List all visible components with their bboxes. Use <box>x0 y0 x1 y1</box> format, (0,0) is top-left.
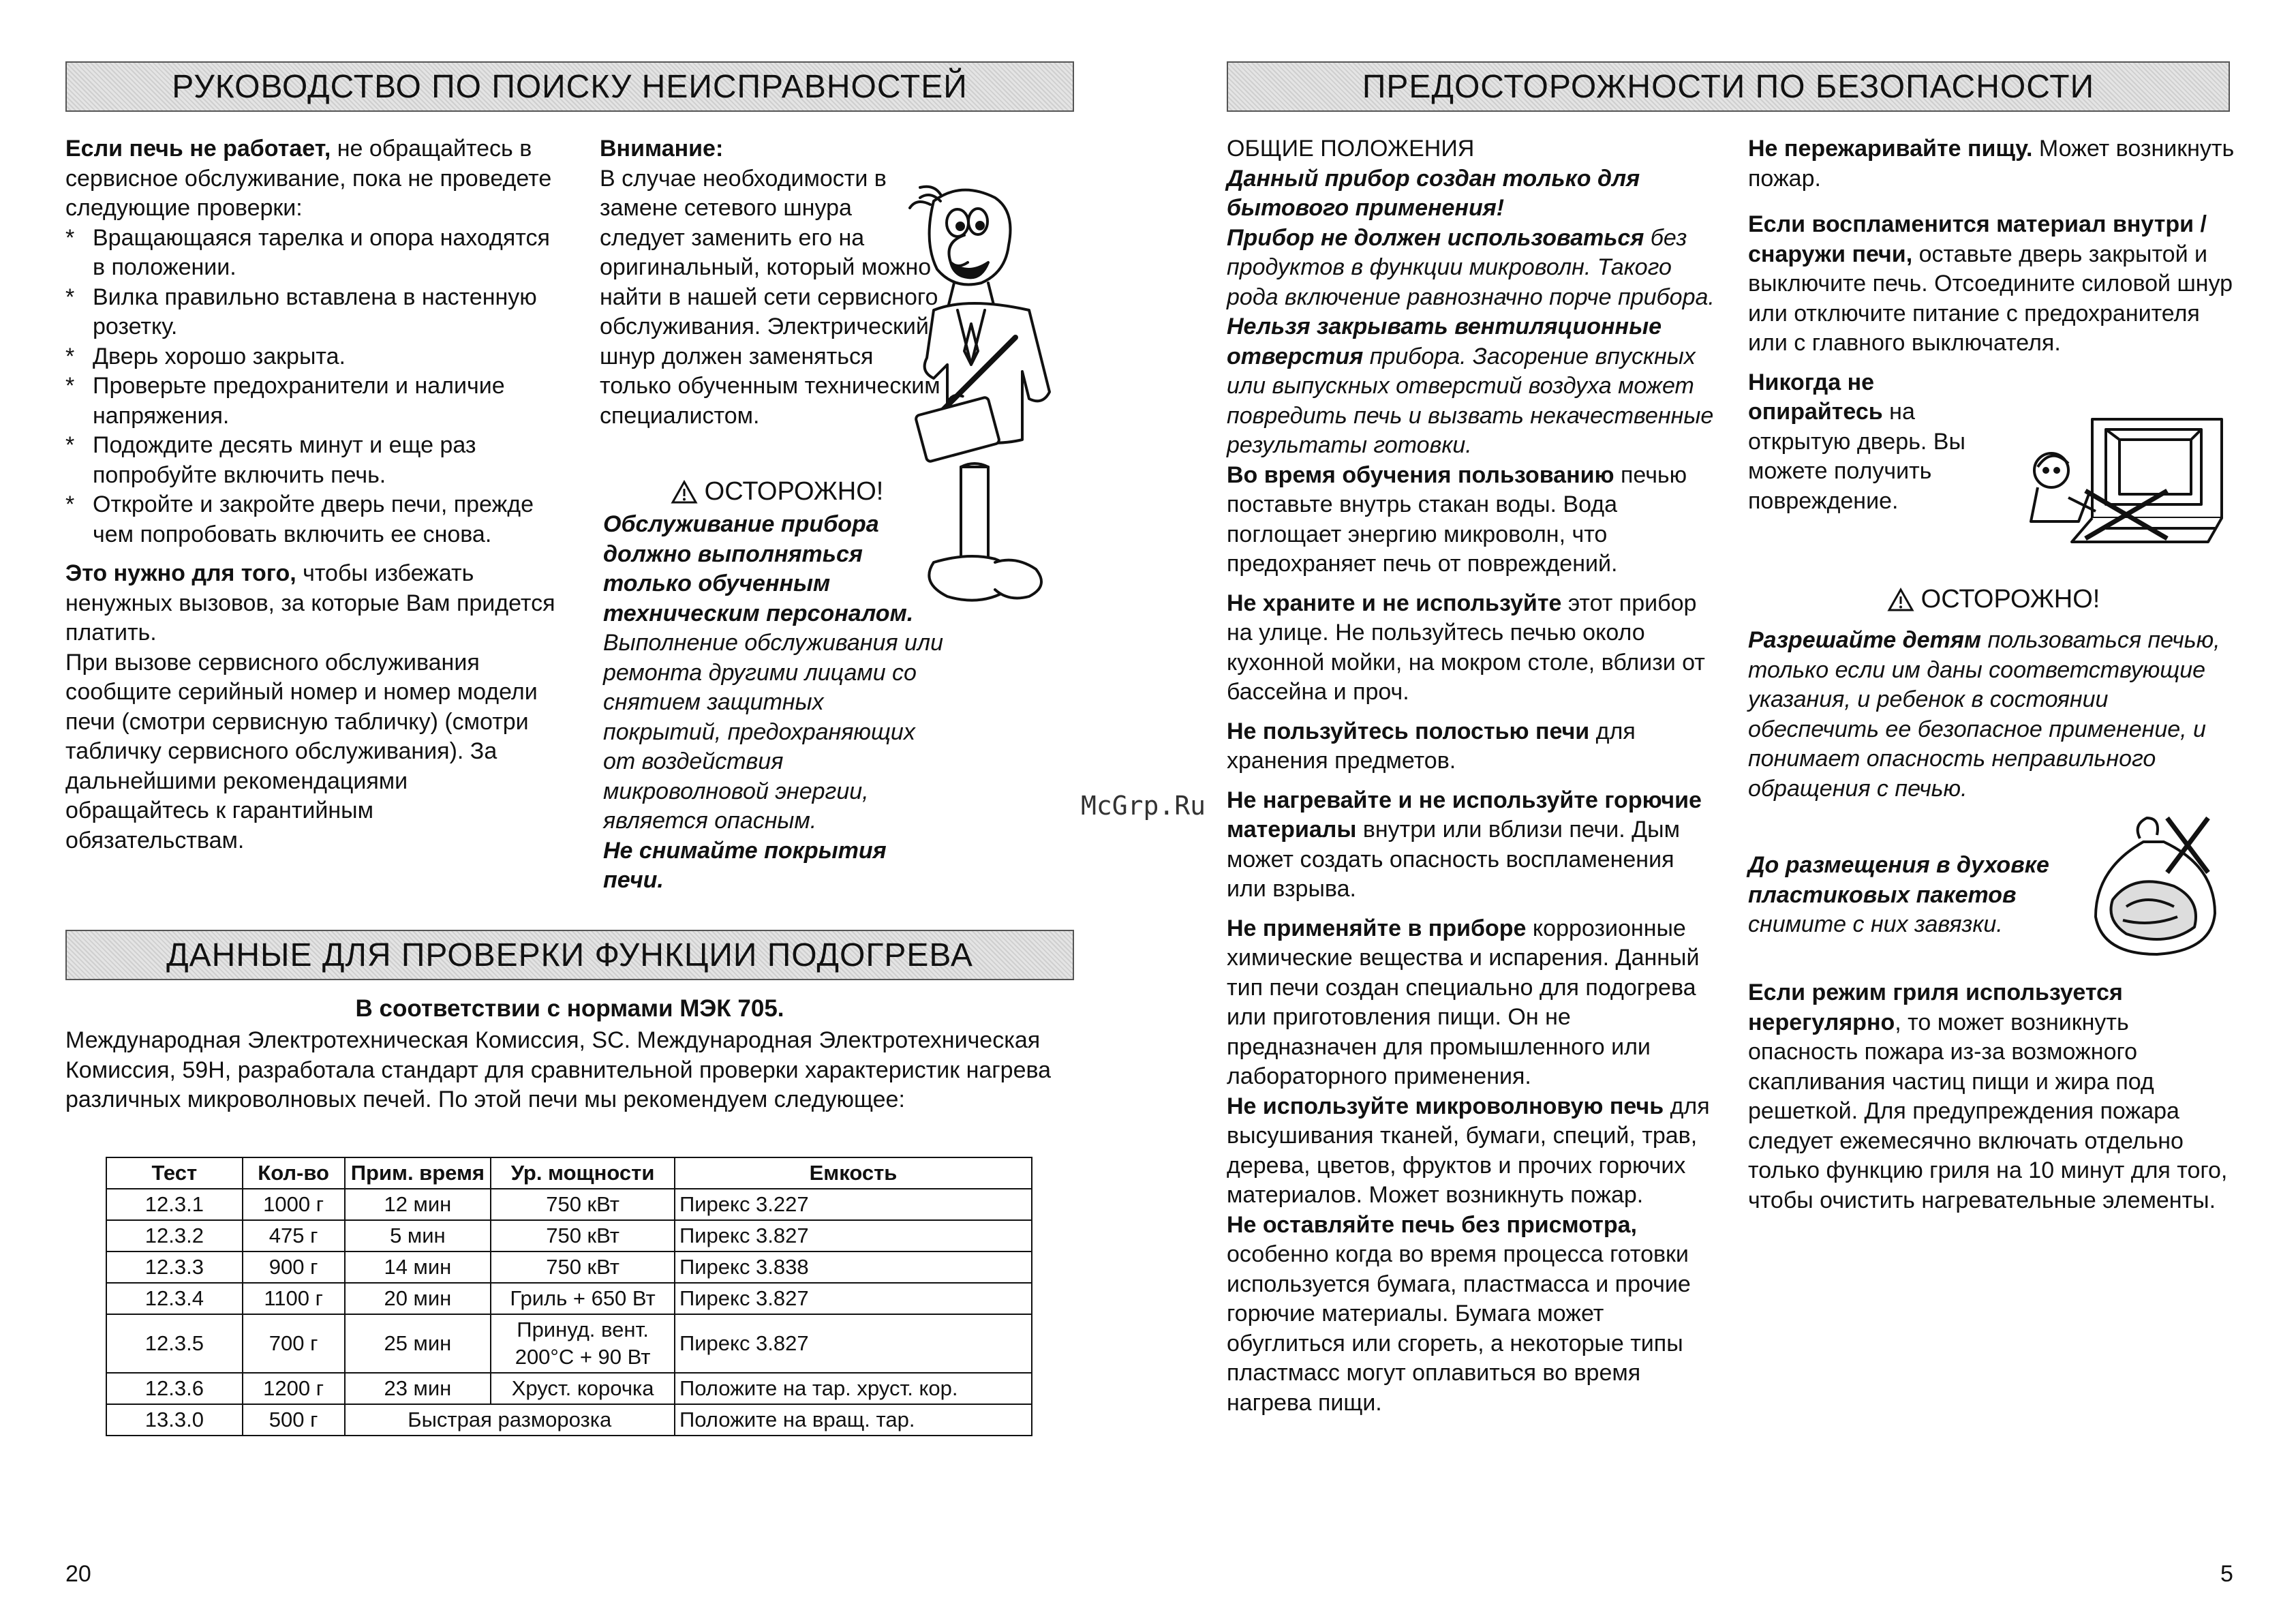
table-row: 12.3.4 1100 г 20 мин Гриль + 650 Вт Пирекс 3.827 <box>106 1283 1032 1314</box>
plastic-bag-paragraph: До размещения в духовке пластиковых пакетов снимите с них завязки. <box>1748 852 2049 937</box>
safety-p8: Не применяйте в приборе коррозионные химические вещества и испарения. Данный тип печи создан специально для подогрева или приготовления пищи. Он не предназначен для промышленного или лабораторного применения. <box>1227 915 1700 1089</box>
table-header: Ур. мощности <box>491 1157 675 1189</box>
children-paragraph: Разрешайте детям пользоваться печью, только если им даны соответствующие указания, и ребенок в состоянии обеспечить ее безопасное применение, и понимает опасность неправильного обращения с печью. <box>1748 627 2220 802</box>
right-caution-label: ОСТОРОЖНО! <box>1920 585 2100 613</box>
intro-text: не обращайтесь в сервисное обслуживание, пока не проведете следующие проверки: <box>65 136 552 221</box>
attention-text: В случае необходимости в замене сетевого шнура следует заменить его на оригинальный, который можно найти в нашей сети сервисного обслуживания. Электрический шнур должен заменяться только обученным техническим специалистом. <box>600 165 940 429</box>
safety-p10: Не оставляйте печь без присмотра, особенно когда во время процесса готовки используется бумага, пластмасса и прочие горючие материалы. Бумага может обуглиться или сгореть, а некоторые типы пластмасс могут оплавиться во время нагрева пищи. <box>1227 1211 1691 1416</box>
table-header: Кол-во <box>243 1157 345 1189</box>
oven-door-illustration <box>2010 409 2235 545</box>
safety-p3: Нельзя закрывать вентиляционные отверстия прибора. Засорение впускных или выпускных отверстий воздуха может повредить печь и вызвать некачественные результаты готовки. <box>1227 314 1714 458</box>
iec-text: Международная Электротехническая Комиссия, SC. Международная Электротехническая Комиссия, 59H, разработала стандарт для сравнительной проверки характеристик нагрева различных микроволновых печей. По этой печи мы рекомендуем следующее: <box>65 1027 1052 1112</box>
safety-column-1 <box>1227 134 1717 1418</box>
safety-p4: Во время обучения пользованию печью поставьте внутрь стакан воды. Вода поглощает энергию микроволн, что предохраняет печь от повреждений. <box>1227 461 1687 577</box>
list-item: * Вращающаяся тарелка и опора находятся в положении. <box>65 224 550 280</box>
safety-p6: Не пользуйтесь полостью печи для хранения предметов. <box>1227 718 1636 774</box>
list-item: * Дверь хорошо закрыта. <box>65 343 346 369</box>
purpose-text: чтобы избежать ненужных вызовов, за которые Вам придется платить. <box>65 560 555 646</box>
safety-p5: Не храните и не используйте этот прибор на улице. Не пользуйтесь печью около кухонной мойки, на мокром столе, вблизи от бассейна и проч. <box>1227 590 1705 705</box>
purpose-bold: Это нужно для того, <box>65 560 296 586</box>
table-row: 12.3.5 700 г 25 мин Принуд. вент. 200°С + 90 Вт Пирекс 3.827 <box>106 1314 1032 1373</box>
watermark: McGrp.Ru <box>1081 791 1206 821</box>
safety-q2: Если воспламенится материал внутри / снаружи печи, оставьте дверь закрытой и выключите печь. Отсоедините силовой шнур или отключите питание с предохранителя или с главного выключателя. <box>1748 211 2233 356</box>
safety-q1: Не пережаривайте пищу. Может возникнуть пожар. <box>1748 136 2235 192</box>
heating-test-header <box>65 930 1074 980</box>
list-item: * Откройте и закройте дверь печи, прежде чем попробовать включить ее снова. <box>65 491 534 547</box>
warning-triangle-icon <box>1887 588 1914 612</box>
safety-p1: Данный прибор создан только для бытового применения! <box>1227 165 1640 221</box>
attention-title: Внимание: <box>600 136 724 162</box>
safety-p9: Не используйте микроволновую печь для высушивания тканей, бумаги, специй, трав, дерева, цветов, фруктов и прочих горючих материалов. Может возникнуть пожар. <box>1227 1093 1710 1208</box>
left-caution-heading <box>600 477 954 506</box>
left-page-number: 20 <box>65 1561 91 1587</box>
list-item: * Проверьте предохранители и наличие напряжения. <box>65 373 505 429</box>
safety-q3: Никогда не опирайтесь на открытую дверь. Вы можете получить повреждение. <box>1748 369 1965 514</box>
plastic-bag-illustration <box>2085 811 2222 961</box>
intro-bold: Если печь не работает, <box>65 136 331 162</box>
list-item: * Подождите десять минут и еще раз попробуйте включить печь. <box>65 432 476 488</box>
table-row: 13.3.0 500 г Быстрая разморозка Положите на вращ. тар. <box>106 1404 1032 1436</box>
right-page-number: 5 <box>2220 1561 2233 1587</box>
safety-header <box>1227 61 2230 112</box>
caution-bold: Обслуживание прибора должно выполняться только обученным техническим персоналом. <box>603 511 914 626</box>
table-row: 12.3.6 1200 г 23 мин Хруст. корочка Положите на тар. хруст. кор. <box>106 1373 1032 1404</box>
iec-title: В соответствии с нормами МЭК 705. <box>355 995 784 1022</box>
table-header: Емкость <box>675 1157 1032 1189</box>
left-caution-text <box>603 510 944 896</box>
right-caution-heading <box>1748 585 2239 614</box>
caution-italic: Выполнение обслуживания или ремонта другими лицами со снятием защитных покрытий, предохраняющих от воздействия микроволновой энергии, является опасным. <box>603 630 943 834</box>
caution-end: Не снимайте покрытия печи. <box>603 837 887 893</box>
troubleshooting-header <box>65 61 1074 112</box>
heating-test-table <box>106 1157 1032 1436</box>
grill-paragraph: Если режим гриля используется нерегулярно, то может возникнуть опасность пожара из-за возможного скапливания частиц пищи и жира под решеткой. Для предупреждения пожара следует ежемесячно включать отдельно только функцию гриля на 10 минут для того, чтобы очистить нагревательные элементы. <box>1748 980 2228 1213</box>
checks-list <box>65 224 556 550</box>
table-row: 12.3.3 900 г 14 мин 750 кВт Пирекс 3.838 <box>106 1252 1032 1283</box>
intro-paragraph <box>65 134 556 224</box>
purpose-paragraph <box>65 559 556 648</box>
table-row: 12.3.1 1000 г 12 мин 750 кВт Пирекс 3.227 <box>106 1189 1032 1220</box>
table-header-row <box>106 1157 1032 1189</box>
troubleshooting-header-text: РУКОВОДСТВО ПО ПОИСКУ НЕИСПРАВНОСТЕЙ <box>172 68 968 105</box>
left-caution-label: ОСТОРОЖНО! <box>704 477 884 506</box>
heating-test-header-text: ДАННЫЕ ДЛЯ ПРОВЕРКИ ФУНКЦИИ ПОДОГРЕВА <box>166 937 973 973</box>
list-item: * Вилка правильно вставлена в настенную розетку. <box>65 284 537 339</box>
table-header: Прим. время <box>345 1157 491 1189</box>
service-paragraph: При вызове сервисного обслуживания сообщите серийный номер и номер модели печи (смотри сервисную табличку) (смотри табличку сервисного обслуживания). За дальнейшими рекомендациями обращайтесь к гарантийным обязательствам. <box>65 649 538 853</box>
safety-header-text: ПРЕДОСТОРОЖНОСТИ ПО БЕЗОПАСНОСТИ <box>1362 68 2095 105</box>
safety-p2: Прибор не должен использоваться без продуктов в функции микроволн. Такого рода включение равнозначно порче прибора. <box>1227 224 1715 310</box>
warning-triangle-icon <box>671 480 698 504</box>
general-heading: ОБЩИЕ ПОЛОЖЕНИЯ <box>1227 136 1475 162</box>
table-header: Тест <box>106 1157 243 1189</box>
safety-p7: Не нагревайте и не используйте горючие материалы внутри или вблизи печи. Дым может создать опасность воспламенения или взрыва. <box>1227 787 1702 902</box>
troubleshooting-column <box>65 134 556 855</box>
table-row: 12.3.2 475 г 5 мин 750 кВт Пирекс 3.827 <box>106 1220 1032 1252</box>
